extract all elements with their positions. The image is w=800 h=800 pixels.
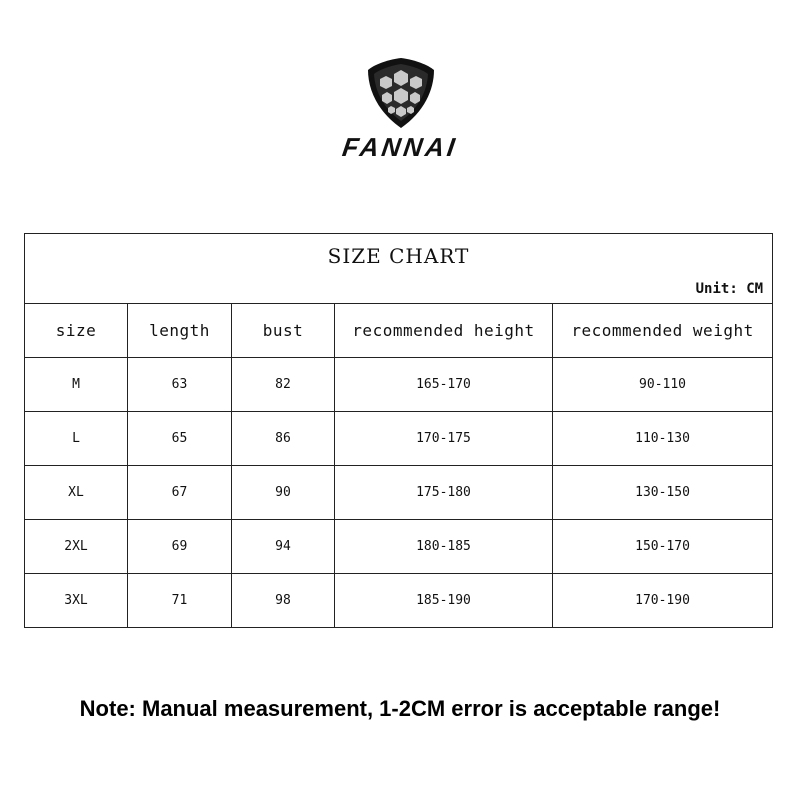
cell-size: XL: [25, 466, 128, 520]
column-header-size: size: [25, 304, 128, 358]
cell-length: 67: [128, 466, 232, 520]
unit-label: Unit: CM: [695, 281, 764, 297]
cell-size: 3XL: [25, 574, 128, 628]
cell-bust: 94: [232, 520, 335, 574]
cell-bust: 98: [232, 574, 335, 628]
table-title-cell: [25, 234, 773, 304]
table-row: [25, 574, 773, 628]
cell-recommended-weight: 170-190: [553, 574, 773, 628]
column-header-recommended-weight: recommended weight: [553, 304, 773, 358]
shield-icon: [364, 56, 438, 130]
cell-recommended-height: 180-185: [335, 520, 553, 574]
table-header-row: [25, 304, 773, 358]
cell-bust: 90: [232, 466, 335, 520]
brand-logo: [0, 52, 800, 162]
cell-length: 65: [128, 412, 232, 466]
cell-size: L: [25, 412, 128, 466]
cell-size: M: [25, 358, 128, 412]
table-row: [25, 358, 773, 412]
cell-recommended-height: 175-180: [335, 466, 553, 520]
size-chart-table: [24, 233, 773, 628]
cell-recommended-height: 170-175: [335, 412, 553, 466]
brand-name: FANNAI: [340, 132, 460, 162]
cell-length: 69: [128, 520, 232, 574]
cell-bust: 82: [232, 358, 335, 412]
column-header-length: length: [128, 304, 232, 358]
measurement-note: Note: Manual measurement, 1-2CM error is acceptable range!: [79, 696, 721, 721]
cell-recommended-height: 185-190: [335, 574, 553, 628]
size-chart-title: SIZE CHART: [327, 244, 470, 268]
column-header-recommended-height: recommended height: [335, 304, 553, 358]
cell-size: 2XL: [25, 520, 128, 574]
table-row: [25, 466, 773, 520]
cell-length: 63: [128, 358, 232, 412]
cell-length: 71: [128, 574, 232, 628]
cell-recommended-weight: 90-110: [553, 358, 773, 412]
cell-recommended-weight: 130-150: [553, 466, 773, 520]
table-row: [25, 520, 773, 574]
cell-recommended-weight: 110-130: [553, 412, 773, 466]
cell-bust: 86: [232, 412, 335, 466]
column-header-bust: bust: [232, 304, 335, 358]
cell-recommended-height: 165-170: [335, 358, 553, 412]
cell-recommended-weight: 150-170: [553, 520, 773, 574]
table-row: [25, 412, 773, 466]
